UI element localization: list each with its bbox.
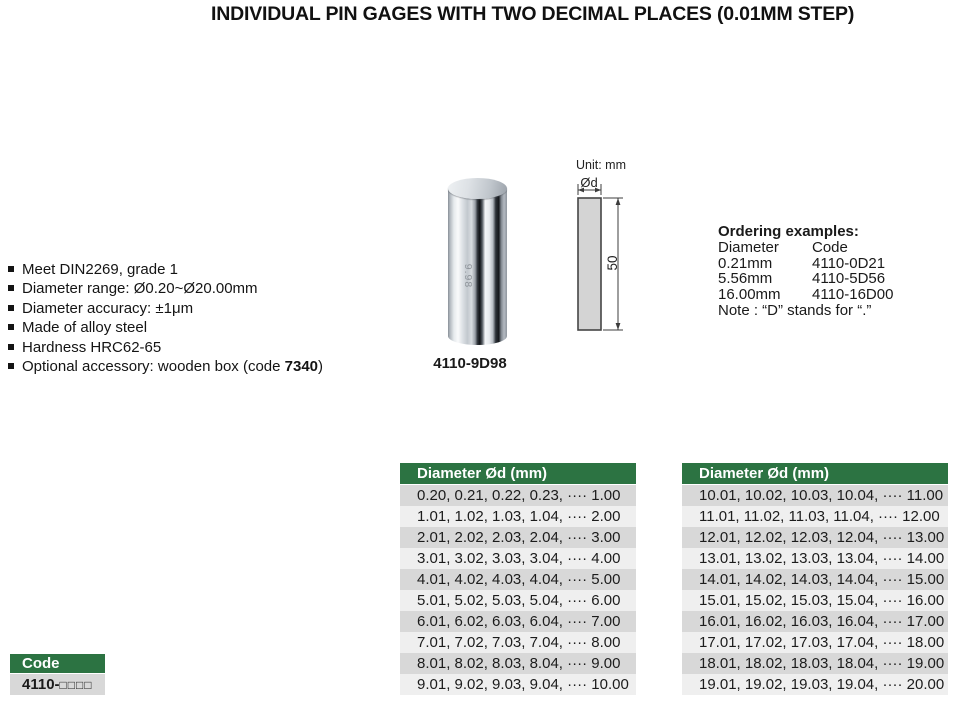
table-row: 15.01, 15.02, 15.03, 15.04, ···· 16.00	[682, 590, 948, 611]
table-row: 19.01, 19.02, 19.03, 19.04, ···· 20.00	[682, 674, 948, 695]
table-row: 7.01, 7.02, 7.03, 7.04, ···· 8.00	[400, 632, 636, 653]
ordering-col-diameter: Diameter	[718, 239, 779, 256]
bullet-icon	[8, 266, 14, 272]
bullet-icon	[8, 344, 14, 350]
table-row: 9.01, 9.02, 9.03, 9.04, ···· 10.00	[400, 674, 636, 695]
ordering-row	[718, 256, 928, 272]
table-row: 5.01, 5.02, 5.03, 5.04, ···· 6.00	[400, 590, 636, 611]
spec-text: Made of alloy steel	[22, 319, 148, 337]
table-row: 3.01, 3.02, 3.03, 3.04, ···· 4.00	[400, 548, 636, 569]
table-row: 14.01, 14.02, 14.03, 14.04, ···· 15.00	[682, 569, 948, 590]
diameter-table-left	[400, 463, 636, 695]
table-row: 10.01, 10.02, 10.03, 10.04, ···· 11.00	[682, 485, 948, 506]
spec-item	[8, 318, 323, 337]
ordering-code: 4110-5D56	[812, 270, 886, 288]
ordering-diameter: 5.56mm	[718, 270, 773, 288]
diameter-table-right	[682, 463, 948, 695]
bullet-icon	[8, 285, 14, 291]
ordering-header-row	[718, 240, 928, 256]
ordering-title: Ordering examples:	[718, 223, 859, 240]
model-number-label: 4110-9D98	[433, 355, 507, 372]
bullet-icon	[8, 324, 14, 330]
spec-item	[8, 299, 323, 318]
ordering-diameter: 16.00mm	[718, 286, 781, 304]
spec-item	[8, 338, 323, 357]
code-placeholder-boxes: □□□□	[59, 678, 93, 692]
accessory-code: 7340	[284, 358, 319, 376]
spec-item	[8, 260, 323, 279]
pin-top-cap	[448, 178, 507, 199]
spec-item	[8, 279, 323, 298]
spec-item-accessory	[8, 357, 323, 376]
spec-text: Hardness HRC62-65	[22, 338, 162, 356]
bullet-icon	[8, 305, 14, 311]
table-row: 8.01, 8.02, 8.03, 8.04, ···· 9.00	[400, 653, 636, 674]
table-row: 13.01, 13.02, 13.03, 13.04, ···· 14.00	[682, 548, 948, 569]
diameter-dim-label: Ød	[580, 175, 598, 190]
spec-text: Diameter accuracy: ±1μm	[22, 299, 194, 317]
table-header: Diameter Ød (mm)	[400, 463, 636, 485]
code-prefix: 4110-	[22, 676, 60, 693]
ordering-row	[718, 271, 928, 287]
table-header: Diameter Ød (mm)	[682, 463, 948, 485]
table-row: 1.01, 1.02, 1.03, 1.04, ···· 2.00	[400, 506, 636, 527]
table-row: 0.20, 0.21, 0.22, 0.23, ···· 1.00	[400, 485, 636, 506]
table-row: 11.01, 11.02, 11.03, 11.04, ···· 12.00	[682, 506, 948, 527]
table-row: 16.01, 16.02, 16.03, 16.04, ···· 17.00	[682, 611, 948, 632]
code-value	[10, 674, 105, 695]
unit-label: Unit: mm	[576, 158, 626, 172]
ordering-col-code: Code	[812, 239, 848, 256]
pin-gage-photo	[448, 178, 507, 345]
ordering-note: Note : “D” stands for “.”	[718, 301, 872, 319]
pin-body	[448, 188, 507, 345]
ordering-code: 4110-0D21	[812, 254, 886, 272]
pin-marking-text: 9.98	[462, 263, 475, 289]
arrow-down-icon	[616, 323, 621, 330]
table-row: 4.01, 4.02, 4.03, 4.04, ···· 5.00	[400, 569, 636, 590]
code-box	[10, 654, 105, 695]
dimension-diagram	[570, 174, 636, 338]
table-row: 2.01, 2.02, 2.03, 2.04, ···· 3.00	[400, 527, 636, 548]
spec-list	[8, 260, 323, 376]
spec-text: Diameter range: Ø0.20~Ø20.00mm	[22, 280, 258, 298]
ordering-row	[718, 287, 928, 303]
table-row: 18.01, 18.02, 18.03, 18.04, ···· 19.00	[682, 653, 948, 674]
arrow-up-icon	[616, 198, 621, 205]
spec-text: Optional accessory: wooden box (code	[22, 358, 285, 376]
ordering-examples	[718, 224, 928, 319]
code-header: Code	[10, 654, 105, 674]
ordering-code: 4110-16D00	[812, 286, 894, 304]
pin-outline-rect	[578, 198, 601, 330]
bullet-icon	[8, 363, 14, 369]
spec-text: )	[318, 358, 324, 376]
page-title: INDIVIDUAL PIN GAGES WITH TWO DECIMAL PLACES (0.01MM STEP)	[211, 3, 855, 25]
spec-text: Meet DIN2269, grade 1	[22, 261, 178, 278]
ordering-diameter: 0.21mm	[718, 254, 773, 272]
table-row: 12.01, 12.02, 12.03, 12.04, ···· 13.00	[682, 527, 948, 548]
table-row: 17.01, 17.02, 17.03, 17.04, ···· 18.00	[682, 632, 948, 653]
table-row: 6.01, 6.02, 6.03, 6.04, ···· 7.00	[400, 611, 636, 632]
length-dim-label: 50	[605, 255, 620, 271]
